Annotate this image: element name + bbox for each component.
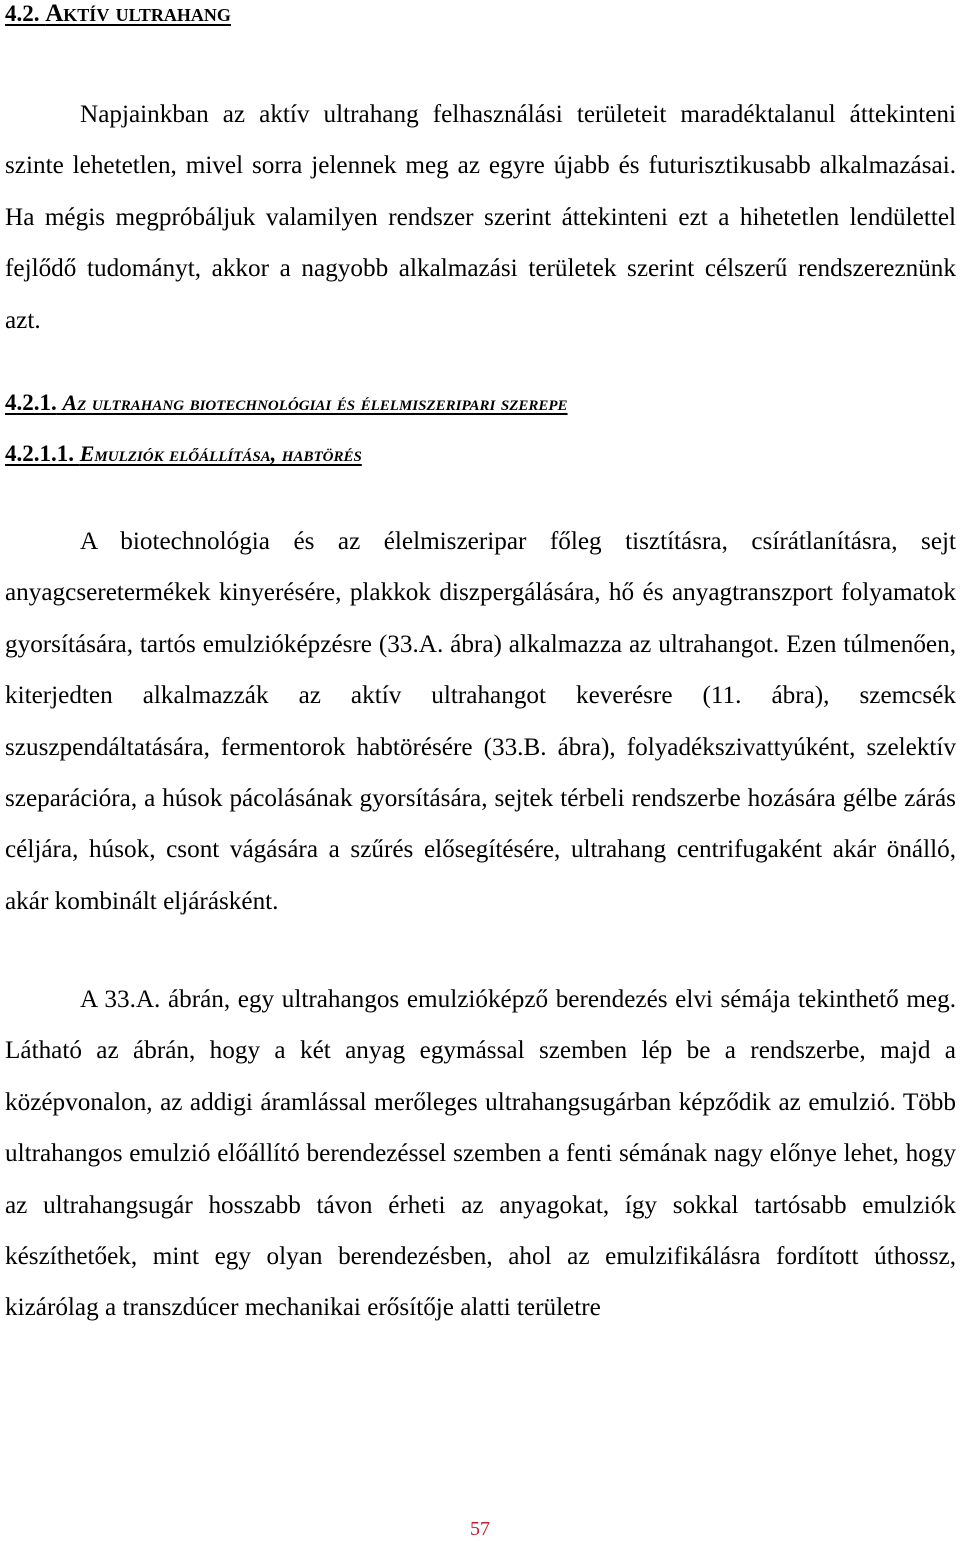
paragraph-applications: A biotechnológia és az élelmiszeripar főleg tisztításra, csírátlanításra, sejt anyagcseretermékek kinyerésére, plakkok diszpergálására, hő és anyagtranszport folyamatok gyorsítására, tartós emulzióképzésre (33.A. ábra) alkalmazza az ultrahangot. Ezen túlmenően, kiterjedten alkalmazzák az aktív ultrahangot keverésre (11. ábra), szemcsék szuszpendáltatására, fermentorok habtörésére (33.B. ábra), folyadékszivattyúként, szelektív szeparációra, a húsok pácolásának gyorsítására, sejtek térbeli rendszerbe hozására gélbe zárás céljára, húsok, csont vágására a szűrés elősegítésére, ultrahang centrifugaként akár önálló, akár kombinált eljárásként.: [5, 528, 956, 915]
subsubsection-heading: [5, 441, 362, 467]
subsection-heading: [5, 390, 568, 416]
subsubsection-title: Emulziók előállítása, habtörés: [79, 441, 362, 466]
subsection-number: 4.2.1.: [5, 390, 57, 415]
section-number: 4.2.: [5, 1, 40, 26]
section-heading: [5, 0, 231, 28]
section-title: Aktív ultrahang: [45, 0, 231, 27]
page-number: 57: [470, 1518, 490, 1540]
subsection-title: Az ultrahang biotechnológiai és élelmiszeripari szerepe: [62, 390, 568, 415]
paragraph-intro: Napjainkban az aktív ultrahang felhasználási területeit maradéktalanul áttekinteni szinte lehetetlen, mivel sorra jelennek meg az egyre újabb és futurisztikusabb alkalmazásai. Ha mégis megpróbáljuk valamilyen rendszer szerint áttekinteni ezt a hihetetlen lendülettel fejlődő tudományt, akkor a nagyobb alkalmazási területek szerint célszerű rendszereznünk azt.: [5, 101, 956, 334]
subsubsection-number: 4.2.1.1.: [5, 441, 74, 466]
paragraph-emulsifier: A 33.A. ábrán, egy ultrahangos emulzióképző berendezés elvi sémája tekinthető meg. Látható az ábrán, hogy a két anyag egymással szemben lép be a rendszerbe, majd a középvonalon, az addigi áramlással merőleges ultrahangsugárban képződik az emulzió. Több ultrahangos emulzió előállító berendezéssel szemben a fenti sémának nagy előnye lehet, hogy az ultrahangsugár hosszabb távon érheti az anyagokat, így sokkal tartósabb emulziók készíthetőek, mint egy olyan berendezésben, ahol az emulzifikálásra fordított úthossz, kizárólag a transzdúcer mechanikai erősítője alatti területre: [5, 986, 956, 1322]
